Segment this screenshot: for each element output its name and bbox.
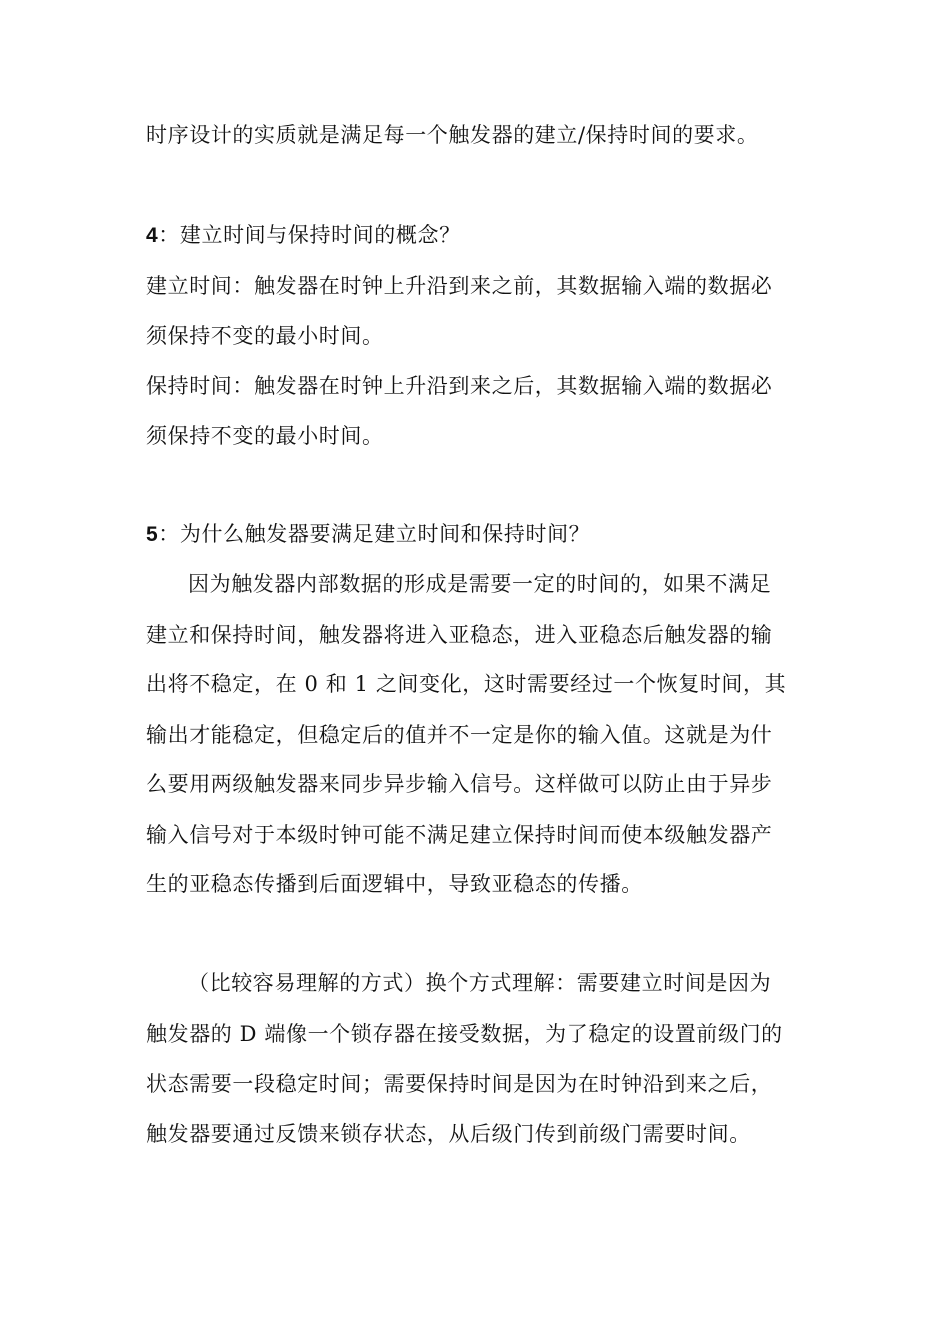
explanation-line: 输出才能稳定，但稳定后的值并不一定是你的输入值。这就是为什 [146,723,773,747]
explanation-line: 出将不稳定，在 0 和 1 之间变化，这时需要经过一个恢复时间，其 [146,672,787,696]
explanation-line: 么要用两级触发器来同步异步输入信号。这样做可以防止由于异步 [146,772,773,796]
alternative-explanation-line: 触发器的 D 端像一个锁存器在接受数据，为了稳定的设置前级门的 [146,1022,783,1046]
question-4-title: ：建立时间与保持时间的概念？ [158,223,461,247]
alternative-explanation-line: 状态需要一段稳定时间；需要保持时间是因为在时钟沿到来之后， [146,1072,773,1096]
question-5-title: ：为什么触发器要满足建立时间和保持时间？ [158,522,591,546]
explanation-line: 建立和保持时间，触发器将进入亚稳态，进入亚稳态后触发器的输 [146,623,773,647]
alternative-explanation-line: 触发器要通过反馈来锁存状态，从后级门传到前级门需要时间。 [146,1122,751,1146]
question-4-heading [146,222,461,249]
explanation-line: 生的亚稳态传播到后面逻辑中，导致亚稳态的传播。 [146,872,643,896]
hold-time-definition-line-2: 须保持不变的最小时间。 [146,424,384,448]
alternative-explanation-line: （比较容易理解的方式）换个方式理解：需要建立时间是因为 [188,971,772,995]
question-5-heading [146,521,590,548]
intro-line: 时序设计的实质就是满足每一个触发器的建立/保持时间的要求。 [146,123,759,147]
explanation-line: 因为触发器内部数据的形成是需要一定的时间的，如果不满足 [188,572,772,596]
setup-time-definition-line-2: 须保持不变的最小时间。 [146,324,384,348]
explanation-line: 输入信号对于本级时钟可能不满足建立保持时间而使本级触发器产 [146,823,773,847]
hold-time-definition-line-1: 保持时间：触发器在时钟上升沿到来之后，其数据输入端的数据必 [146,374,773,398]
setup-time-definition-line-1: 建立时间：触发器在时钟上升沿到来之前，其数据输入端的数据必 [146,274,773,298]
question-4-number: 4 [146,224,159,247]
question-5-number: 5 [146,523,159,546]
